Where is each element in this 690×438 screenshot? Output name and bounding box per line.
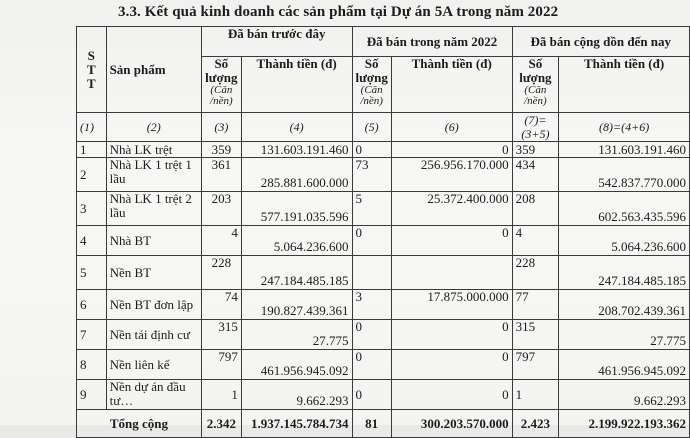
qty-2022-cell — [352, 256, 391, 290]
table-row — [77, 380, 690, 410]
amount-before-cell: 190.827.439.361 — [241, 290, 352, 320]
table-row — [77, 350, 690, 380]
amount-before-cell: 285.881.600.000 — [241, 158, 352, 192]
product-cell: Nền BT đơn lập — [106, 290, 201, 320]
stt-cell: 4 — [77, 226, 107, 256]
table-row — [77, 320, 690, 350]
product-cell: Nền liên kế — [106, 350, 201, 380]
amount-2022-cell: 256.956.170.000 — [391, 158, 512, 192]
stt-cell: 8 — [77, 350, 107, 380]
table-row — [77, 158, 690, 192]
sold-cumulative-header: Đã bán cộng dồn đến nay — [512, 27, 689, 57]
product-cell: Nhà LK 1 trệt 1 lầu — [106, 158, 201, 192]
qty-before-cell: 203 — [201, 192, 241, 226]
product-header: Sản phẩm — [106, 27, 201, 113]
qty-2022-cell: 0 — [352, 142, 391, 158]
amount-before-cell: 577.191.035.596 — [241, 192, 352, 226]
qty-before-cell: 4 — [201, 226, 241, 256]
product-cell: Nhà LK 1 trệt 2 lầu — [106, 192, 201, 226]
stt-cell: 1 — [77, 142, 107, 158]
qty-cumulative-cell: 797 — [512, 350, 559, 380]
amount-before-cell: 27.775 — [241, 320, 352, 350]
amount-2022-cell: 0 — [391, 380, 512, 410]
amount-cumulative-cell: 602.563.435.596 — [559, 192, 690, 226]
qty-2022-cell: 0 — [352, 320, 391, 350]
index-cell: (3) — [201, 113, 241, 142]
product-cell: Nhà LK trệt — [106, 142, 201, 158]
amount-2022-cell: 0 — [391, 350, 512, 380]
qty-cumulative-cell: 4 — [512, 226, 559, 256]
qty-cumulative-cell: 315 — [512, 320, 559, 350]
qty-2022-cell: 5 — [352, 192, 391, 226]
qty-2022-cell: 3 — [352, 290, 391, 320]
sales-results-table — [76, 26, 690, 438]
index-cell: (2) — [106, 113, 201, 142]
stt-cell: 6 — [77, 290, 107, 320]
qty-cumulative-cell: 1 — [512, 380, 559, 410]
qty-before-cell: 74 — [201, 290, 241, 320]
total-qty-before: 2.342 — [201, 410, 241, 438]
amount-cumulative-cell: 5.064.236.600 — [559, 226, 690, 256]
stt-cell: 3 — [77, 192, 107, 226]
sold-before-header: Đã bán trước đây — [201, 27, 352, 57]
total-label: Tổng cộng — [77, 410, 202, 438]
qty-before-cell: 228 — [201, 256, 241, 290]
amount-cumulative-cell: 247.184.485.185 — [559, 256, 690, 290]
table-row — [77, 256, 690, 290]
amount-before-cell: 247.184.485.185 — [241, 256, 352, 290]
amount-before-cell: 461.956.945.092 — [241, 350, 352, 380]
qty-cumulative-cell: 434 — [512, 158, 559, 192]
amount-header: Thành tiền (đ) — [241, 57, 352, 113]
amount-2022-cell: 0 — [391, 142, 512, 158]
index-cell: (8)=(4+6) — [559, 113, 690, 142]
qty-cumulative-cell: 228 — [512, 256, 559, 290]
qty-cumulative-cell: 208 — [512, 192, 559, 226]
section-heading: 3.3. Kết quả kinh doanh các sản phẩm tại Dự án 5A trong năm 2022 — [118, 4, 559, 20]
qty-2022-cell: 0 — [352, 380, 391, 410]
amount-before-cell: 9.662.293 — [241, 380, 352, 410]
qty-before-cell: 1 — [201, 380, 241, 410]
index-cell: (4) — [241, 113, 352, 142]
column-index-row — [77, 113, 690, 142]
amount-2022-cell: 25.372.400.000 — [391, 192, 512, 226]
amount-cumulative-cell: 542.837.770.000 — [559, 158, 690, 192]
index-cell: (6) — [391, 113, 512, 142]
amount-cumulative-cell: 131.603.191.460 — [559, 142, 690, 158]
product-cell: Nền tái định cư — [106, 320, 201, 350]
total-amount-before: 1.937.145.784.734 — [241, 410, 352, 438]
qty-cumulative-cell: 359 — [512, 142, 559, 158]
amount-cumulative-cell: 27.775 — [559, 320, 690, 350]
total-amount-cumulative: 2.199.922.193.362 — [559, 410, 690, 438]
total-amount-2022: 300.203.570.000 — [391, 410, 512, 438]
table-row — [77, 192, 690, 226]
product-cell: Nền BT — [106, 256, 201, 290]
amount-before-cell: 131.603.191.460 — [241, 142, 352, 158]
amount-cumulative-cell: 9.662.293 — [559, 380, 690, 410]
qty-before-cell: 359 — [201, 142, 241, 158]
qty-before-cell: 797 — [201, 350, 241, 380]
total-qty-2022: 81 — [352, 410, 391, 438]
amount-before-cell: 5.064.236.600 — [241, 226, 352, 256]
index-cell: (5) — [352, 113, 391, 142]
qty-header: Số lượng (Căn /nền) — [352, 57, 391, 113]
index-cell: (1) — [77, 113, 107, 142]
amount-2022-cell: 0 — [391, 320, 512, 350]
amount-2022-cell — [391, 256, 512, 290]
product-cell: Nhà BT — [106, 226, 201, 256]
amount-header: Thành tiền (đ) — [391, 57, 512, 113]
product-cell: Nền dự án đầu tư… — [106, 380, 201, 410]
qty-header: Số lượng (Căn /nền) — [512, 57, 559, 113]
table-row — [77, 290, 690, 320]
qty-before-cell: 361 — [201, 158, 241, 192]
qty-2022-cell: 73 — [352, 158, 391, 192]
stt-cell: 7 — [77, 320, 107, 350]
stt-cell: 5 — [77, 256, 107, 290]
qty-header: Số lượng (Căn /nền) — [201, 57, 241, 113]
index-cell: (7)=(3+5) — [512, 113, 559, 142]
table-row — [77, 142, 690, 158]
stt-cell: 2 — [77, 158, 107, 192]
total-qty-cumulative: 2.423 — [512, 410, 559, 438]
total-row — [77, 410, 690, 438]
sold-2022-header: Đã bán trong năm 2022 — [352, 27, 512, 57]
stt-header: S T T — [77, 27, 107, 113]
qty-before-cell: 315 — [201, 320, 241, 350]
amount-cumulative-cell: 461.956.945.092 — [559, 350, 690, 380]
table-row — [77, 226, 690, 256]
stt-cell: 9 — [77, 380, 107, 410]
amount-cumulative-cell: 208.702.439.361 — [559, 290, 690, 320]
amount-2022-cell: 0 — [391, 226, 512, 256]
qty-2022-cell: 0 — [352, 350, 391, 380]
qty-cumulative-cell: 77 — [512, 290, 559, 320]
qty-2022-cell: 0 — [352, 226, 391, 256]
amount-header: Thành tiền (đ) — [559, 57, 690, 113]
amount-2022-cell: 17.875.000.000 — [391, 290, 512, 320]
